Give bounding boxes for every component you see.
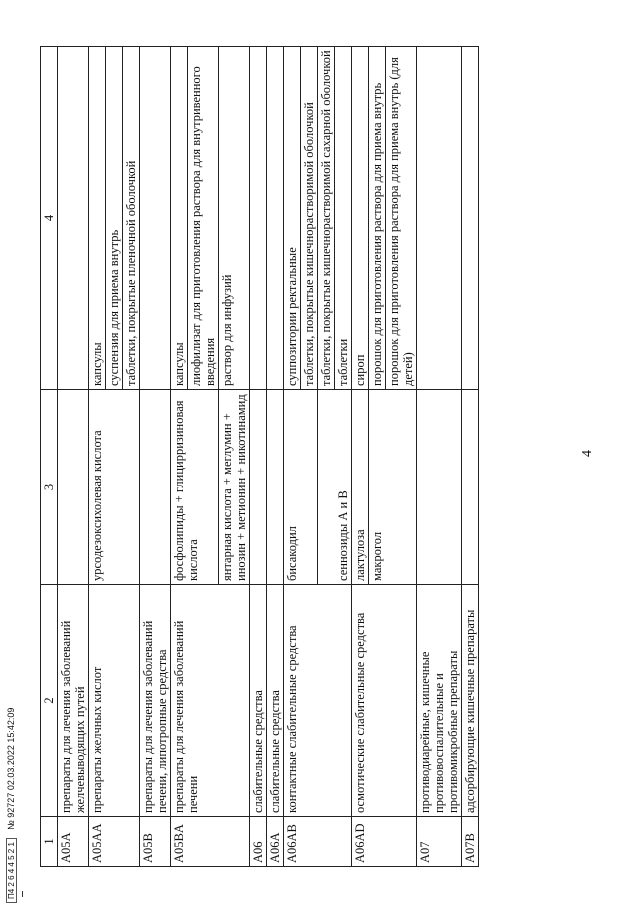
substance: макрогол [369,390,417,585]
header-col-1: 1 [41,817,58,867]
group-name: слабительные средства [250,585,267,817]
atc-code: A07B [462,817,479,867]
dosage-form: суппозитории ректальные [284,47,301,390]
dosage-form: таблетки [335,47,352,390]
substance [140,390,171,585]
header-col-4: 4 [41,47,58,390]
substance: бисакодил [284,390,318,585]
group-name: контактные слабительные средства [284,585,352,817]
atc-code: A07 [417,817,462,867]
table-header-row [41,47,58,867]
atc-code: A05A [58,817,89,867]
substance [267,390,284,585]
dosage-form: таблетки, покрытые кишечнорастворимой сахарной оболочкой [318,47,335,390]
page-number: 4 [580,450,595,457]
dosage-form: лиофилизат для приготовления раствора для внутривенного введения [188,47,219,390]
barcode-stamp: П4 2 6 4 4 5 2 1 [6,838,17,903]
group-name: осмотические слабительные средства [352,585,417,817]
drug-list-table [40,46,479,867]
atc-code: A06AB [284,817,352,867]
table-row [462,47,479,867]
table-row [140,47,171,867]
substance [250,390,267,585]
dosage-form: таблетки, покрытые кишечнорастворимой оболочкой [301,47,318,390]
group-name: адсорбирующие кишечные препараты [462,585,479,817]
atc-code: A05BA [171,817,250,867]
atc-code: A06AD [352,817,417,867]
group-name: препараты желчных кислот [89,585,140,817]
group-name: препараты для лечения заболеваний печени [171,585,250,817]
substance: янтарная кислота + меглумин + инозин + метионин + никотинамид [219,390,250,585]
dosage-form: порошок для приготовления раствора для приема внутрь [369,47,386,390]
dosage-form: капсулы [89,47,106,390]
atc-code: A06 [250,817,267,867]
dosage-form: сироп [352,47,369,390]
group-name: слабительные средства [267,585,284,817]
dosage-form [267,47,284,390]
dosage-form [250,47,267,390]
dosage-form: капсулы [171,47,188,390]
table-row [352,47,369,867]
registration-number: № 92727 02.03.2022 15:42:09 [6,707,16,830]
table-row [58,47,89,867]
dosage-form: порошок для приготовления раствора для приема внутрь (для детей) [386,47,417,390]
table-row [267,47,284,867]
substance: сеннозиды А и В [318,390,352,585]
substance: лактулоза [352,390,369,585]
dosage-form [58,47,89,390]
table-row [250,47,267,867]
group-name: препараты для лечения заболеваний желчевыводящих путей [58,585,89,817]
substance: урсодезоксихолевая кислота [89,390,140,585]
header-col-2: 2 [41,585,58,817]
header-col-3: 3 [41,390,58,585]
margin-tick [22,891,23,897]
atc-code: A06A [267,817,284,867]
table-row [417,47,462,867]
atc-code: A05AA [89,817,140,867]
dosage-form [417,47,462,390]
dosage-form: таблетки, покрытые пленочной оболочкой [123,47,140,390]
table-row [89,47,106,867]
dosage-form: суспензия для приема внутрь [106,47,123,390]
substance [462,390,479,585]
table-row [171,47,188,867]
group-name: противодиарейные, кишечные противовоспалительные и противомикробные препараты [417,585,462,817]
dosage-form [462,47,479,390]
group-name: препараты для лечения заболеваний печени, липотропные средства [140,585,171,817]
substance [58,390,89,585]
document-footer [6,708,17,903]
table-row [284,47,301,867]
atc-code: A05B [140,817,171,867]
substance [417,390,462,585]
dosage-form: раствор для инфузий [219,47,250,390]
substance: фосфолипиды + глицирризиновая кислота [171,390,219,585]
dosage-form [140,47,171,390]
